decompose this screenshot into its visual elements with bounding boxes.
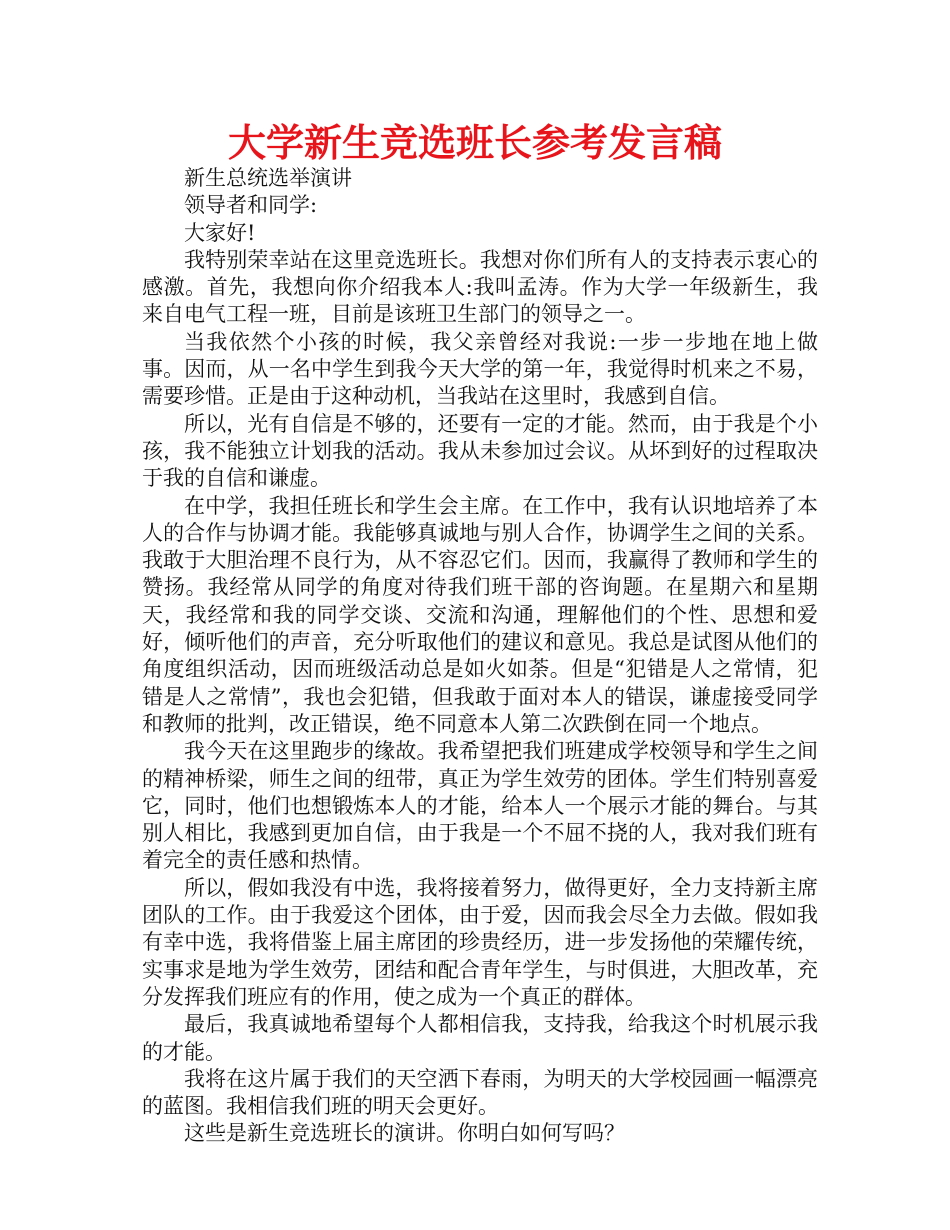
paragraph-greeting: 大家好! xyxy=(184,220,256,245)
paragraph-commitment: 所以，假如我没有中选，我将接着努力，做得更好，全力支持新主席团队的工作。由于我爱这个团体，由于爱，因而我会尽全力去做。假如我有幸中选，我将借鉴上届主席团的珍贵经历，进一步发扬他的荣耀传统，实事求是地为学生效劳，团结和配合青年学生，与时俱进，大胆改革，充分发挥我们班应有的作用，使之成为一个真正的群体。 xyxy=(142,875,818,1009)
paragraph-confidence: 所以，光有自信是不够的，还要有一定的才能。然而，由于我是个小孩，我不能独立计划我的活动。我从未参加过会议。从坏到好的过程取决于我的自信和谦虚。 xyxy=(142,411,818,491)
paragraph-motivation: 当我依然个小孩的时候，我父亲曾经对我说:一步一步地在地上做事。因而，从一名中学生到我今天大学的第一年，我觉得时机来之不易，需要珍惜。正是由于这种动机，当我站在这里时，我感到自信。 xyxy=(142,329,818,409)
document-title: 大学新生竞选班长参考发言稿 xyxy=(227,121,722,165)
document-body xyxy=(142,165,818,1148)
paragraph-salutation: 领导者和同学: xyxy=(184,193,318,218)
paragraph-closing: 最后，我真诚地希望每个人都相信我，支持我，给我这个时机展示我的才能。 xyxy=(142,1012,818,1064)
paragraph-reason: 我今天在这里跑步的缘故。我希望把我们班建成学校领导和学生之间的精神桥梁，师生之间的纽带，真正为学生效劳的团体。学生们特别喜爱它，同时，他们也想锻炼本人的才能，给本人一个展示才能的舞台。与其别人相比，我感到更加自信，由于我是一个不屈不挠的人，我对我们班有着完全的责任感和热情。 xyxy=(142,739,818,873)
paragraph-experience: 在中学，我担任班长和学生会主席。在工作中，我有认识地培养了本人的合作与协调才能。我能够真诚地与别人合作，协调学生之间的关系。我敢于大胆治理不良行为，从不容忍它们。因而，我赢得了教师和学生的赞扬。我经常从同学的角度对待我们班干部的咨询题。在星期六和星期天，我经常和我的同学交谈、交流和沟通，理解他们的个性、思想和爱好，倾听他们的声音，充分听取他们的建议和意见。我总是试图从他们的角度组织活动，因而班级活动总是如火如荼。但是“犯错是人之常情，犯错是人之常情”，我也会犯错，但我敢于面对本人的错误，谦虚接受同学和教师的批判，改正错误，绝不同意本人第二次跌倒在同一个地点。 xyxy=(142,493,818,736)
paragraph-final-question: 这些是新生竞选班长的演讲。你明白如何写吗？ xyxy=(184,1121,625,1146)
paragraph-vision: 我将在这片属于我们的天空洒下春雨，为明天的大学校园画一幅漂亮的蓝图。我相信我们班的明天会更好。 xyxy=(142,1066,818,1119)
paragraph-speech-heading: 新生总统选举演讲 xyxy=(184,166,352,190)
paragraph-introduction: 我特别荣幸站在这里竞选班长。我想对你们所有人的支持表示衷心的感激。首先，我想向你介绍我本人:我叫孟涛。作为大学一年级新生，我来自电气工程一班，目前是该班卫生部门的领导之一。 xyxy=(142,247,818,327)
